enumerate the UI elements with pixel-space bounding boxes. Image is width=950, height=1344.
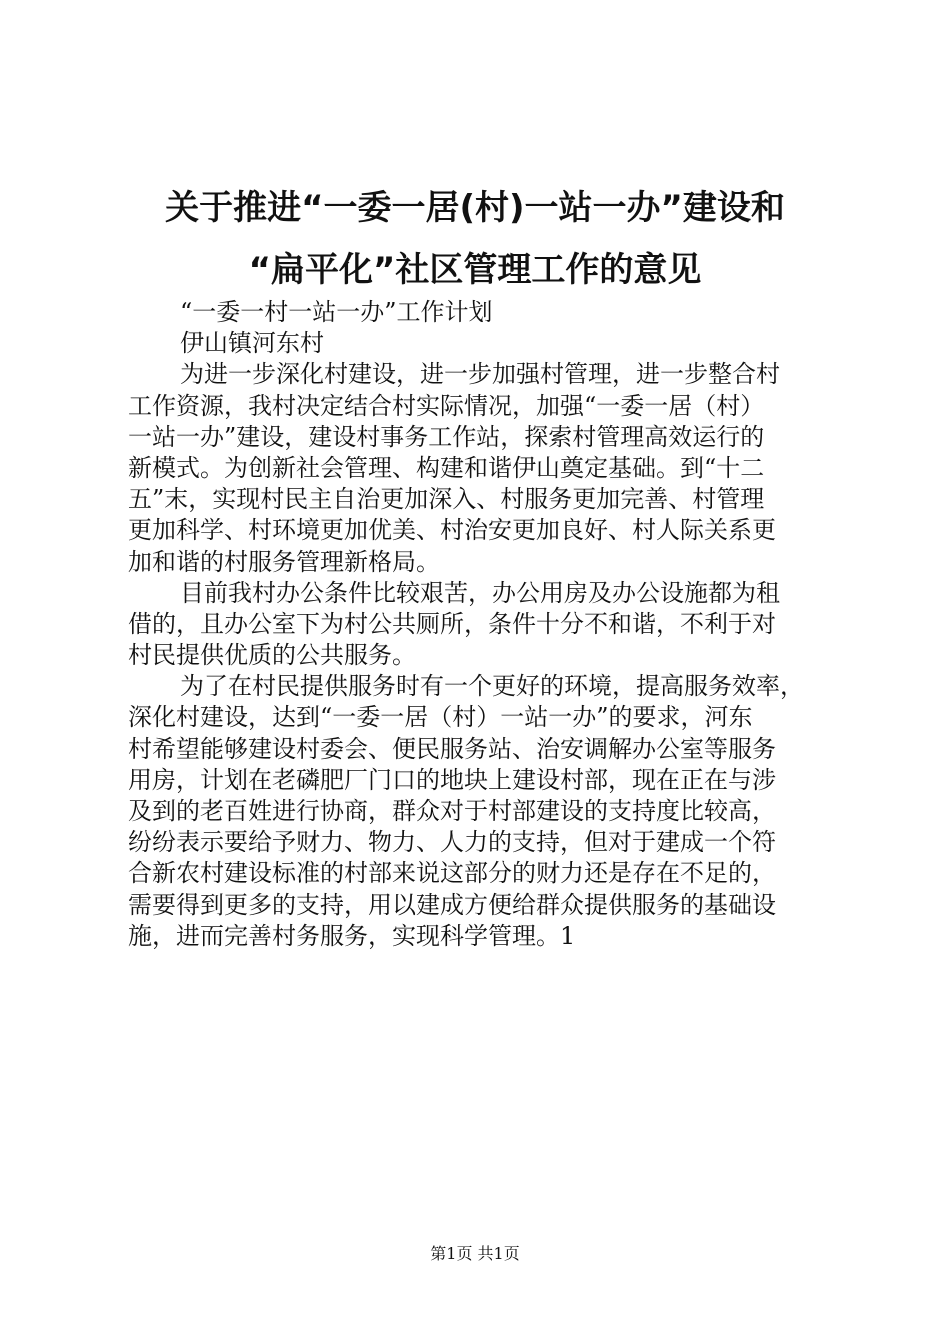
paragraph-line: 为进一步深化村建设，进一步加强村管理，进一步整合村	[180, 360, 780, 389]
paragraph-3	[128, 671, 840, 952]
paragraph-line: 借的，且办公室下为村公共厕所，条件十分不和谐，不利于对	[128, 609, 776, 638]
paragraph-line: 更加科学、村环境更加优美、村治安更加良好、村人际关系更	[128, 516, 776, 545]
paragraph-line: 新模式。为创新社会管理、构建和谐伊山奠定基础。到“十二	[128, 453, 765, 482]
paragraph-line: 为了在村民提供服务时有一个更好的环境，提高服务效率，	[180, 672, 804, 701]
document-title-line-1: 关于推进“一委一居(村)一站一办”建设和	[165, 188, 785, 228]
paragraph-line: 一站一办”建设，建设村事务工作站，探索村管理高效运行的	[128, 422, 765, 451]
paragraph-line: 五”末，实现村民主自治更加深入、村服务更加完善、村管理	[128, 485, 765, 514]
document-title-line-2: “扁平化”社区管理工作的意见	[248, 250, 702, 290]
paragraph-line: 深化村建设，达到“一委一居（村）一站一办”的要求，河东	[128, 703, 753, 732]
paragraph-2	[128, 578, 840, 672]
paragraph-line: 加和谐的村服务管理新格局。	[128, 547, 440, 576]
page-number-footer: 第1页 共1页	[430, 1244, 520, 1263]
paragraph-line: 目前我村办公条件比较艰苦，办公用房及办公设施都为租	[180, 578, 780, 607]
paragraph-line: 村民提供优质的公共服务。	[128, 641, 416, 670]
document-body	[128, 297, 840, 952]
paragraph-line: 村希望能够建设村委会、便民服务站、治安调解办公室等服务	[128, 734, 776, 763]
paragraph-line: 用房，计划在老磷肥厂门口的地块上建设村部，现在正在与涉	[128, 765, 776, 794]
paragraph-line: 需要得到更多的支持，用以建成方便给群众提供服务的基础设	[128, 890, 776, 919]
paragraph-line: 施，进而完善村务服务，实现科学管理。1	[128, 921, 576, 950]
paragraph-line: 合新农村建设标准的村部来说这部分的财力还是存在不足的，	[128, 859, 776, 888]
paragraph-line: 工作资源，我村决定结合村实际情况，加强“一委一居（村）	[128, 391, 765, 420]
paragraph-line: 及到的老百姓进行协商，群众对于村部建设的支持度比较高，	[128, 797, 776, 825]
document-author: 伊山镇河东村	[180, 329, 324, 358]
document-subtitle: “一委一村一站一办”工作计划	[180, 298, 493, 326]
paragraph-1	[128, 359, 840, 577]
paragraph-line: 纷纷表示要给予财力、物力、人力的支持，但对于建成一个符	[128, 828, 776, 857]
